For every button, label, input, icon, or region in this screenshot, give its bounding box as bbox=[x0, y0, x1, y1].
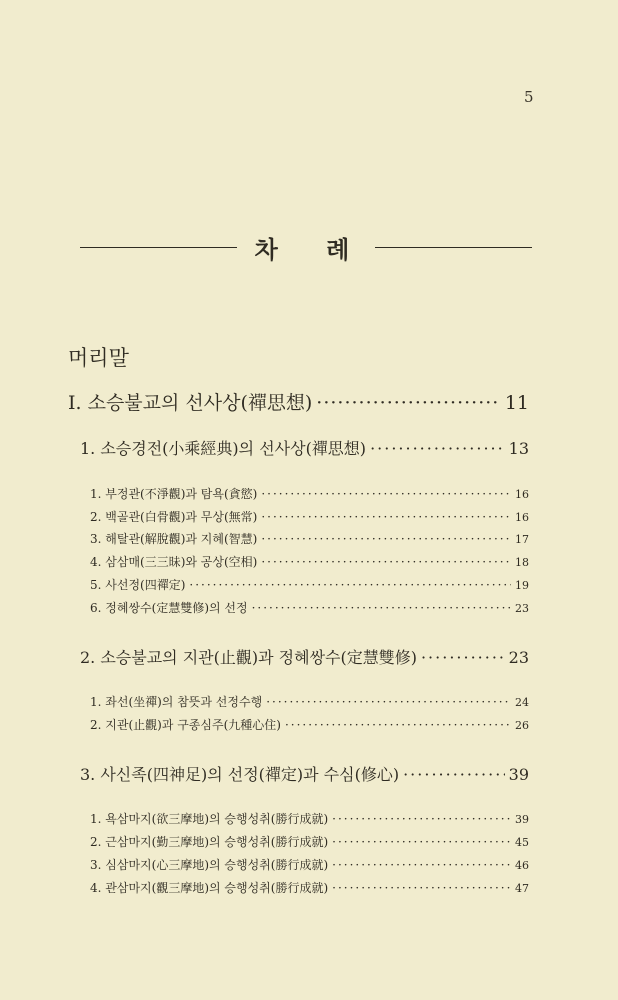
section-page: 16 bbox=[515, 488, 529, 501]
section-label: 2. 백골관(白骨觀)과 무상(無常) bbox=[90, 510, 258, 524]
section-entry bbox=[90, 553, 529, 570]
leader-dots bbox=[261, 510, 511, 524]
section-page: 16 bbox=[515, 511, 529, 524]
leader-dots bbox=[189, 578, 511, 592]
chapter-label: 3. 사신족(四神足)의 선정(禪定)과 수심(修心) bbox=[80, 765, 400, 784]
leader-dots bbox=[261, 555, 511, 569]
section-label: 5. 사선정(四禪定) bbox=[90, 578, 186, 592]
leader-dots bbox=[316, 392, 501, 414]
part-entry bbox=[68, 388, 529, 415]
section-label: 4. 관삼마지(觀三摩地)의 승행성취(勝行成就) bbox=[90, 881, 329, 895]
section-entry bbox=[90, 599, 529, 616]
section-label: 3. 심삼마지(心三摩地)의 승행성취(勝行成就) bbox=[90, 858, 329, 872]
toc-heading bbox=[80, 230, 532, 265]
section-label: 6. 정혜쌍수(定慧雙修)의 선정 bbox=[90, 601, 248, 615]
leader-dots bbox=[252, 601, 511, 615]
chapter-page: 13 bbox=[508, 439, 529, 458]
chapter-entry bbox=[80, 436, 529, 459]
section-label: 1. 부정관(不淨觀)과 탐욕(貪慾) bbox=[90, 487, 258, 501]
section-entry bbox=[90, 530, 529, 547]
section-page: 39 bbox=[515, 813, 529, 826]
section-page: 19 bbox=[515, 579, 529, 592]
section-entry bbox=[90, 716, 529, 733]
section-label: 1. 욕삼마지(欲三摩地)의 승행성취(勝行成就) bbox=[90, 812, 329, 826]
chapter-page: 23 bbox=[508, 648, 529, 667]
leader-dots bbox=[285, 718, 511, 732]
section-page: 18 bbox=[515, 556, 529, 569]
leader-dots bbox=[332, 881, 511, 895]
preface-entry: 머리말 bbox=[68, 346, 129, 370]
section-page: 24 bbox=[515, 696, 529, 709]
section-entry bbox=[90, 856, 529, 873]
part-label: Ⅰ. 소승불교의 선사상(禪思想) bbox=[68, 392, 313, 414]
section-page: 17 bbox=[515, 533, 529, 546]
chapter-label: 2. 소승불교의 지관(止觀)과 정혜쌍수(定慧雙修) bbox=[80, 648, 417, 667]
section-label: 1. 좌선(坐禪)의 참뜻과 선정수행 bbox=[90, 695, 263, 709]
heading-rule-left bbox=[80, 247, 237, 248]
leader-dots bbox=[403, 765, 505, 784]
chapter-label: 1. 소승경전(小乘經典)의 선사상(禪思想) bbox=[80, 439, 367, 458]
leader-dots bbox=[266, 695, 511, 709]
section-page: 26 bbox=[515, 719, 529, 732]
chapter-entry bbox=[80, 762, 529, 785]
leader-dots bbox=[421, 648, 505, 667]
leader-dots bbox=[332, 812, 511, 826]
section-entry bbox=[90, 879, 529, 896]
section-label: 3. 해탈관(解脫觀)과 지혜(智慧) bbox=[90, 532, 258, 546]
part-page: 11 bbox=[504, 392, 529, 414]
leader-dots bbox=[261, 532, 511, 546]
section-label: 4. 삼삼매(三三昧)와 공상(空相) bbox=[90, 555, 258, 569]
chapter-entry bbox=[80, 645, 529, 668]
chapter-page: 39 bbox=[508, 765, 529, 784]
section-label: 2. 지관(止觀)과 구종심주(九種心住) bbox=[90, 718, 281, 732]
section-entry bbox=[90, 810, 529, 827]
section-label: 2. 근삼마지(勤三摩地)의 승행성취(勝行成就) bbox=[90, 835, 329, 849]
section-page: 46 bbox=[515, 859, 529, 872]
leader-dots bbox=[332, 835, 511, 849]
leader-dots bbox=[332, 858, 511, 872]
section-entry bbox=[90, 833, 529, 850]
heading-rule-right bbox=[375, 247, 532, 248]
section-entry bbox=[90, 508, 529, 525]
section-page: 23 bbox=[515, 602, 529, 615]
toc-title: 차 례 bbox=[254, 236, 370, 264]
section-page: 45 bbox=[515, 836, 529, 849]
page-number: 5 bbox=[524, 88, 534, 106]
section-entry bbox=[90, 576, 529, 593]
section-entry bbox=[90, 693, 529, 710]
section-page: 47 bbox=[515, 882, 529, 895]
leader-dots bbox=[370, 439, 505, 458]
section-entry bbox=[90, 485, 529, 502]
leader-dots bbox=[261, 487, 511, 501]
